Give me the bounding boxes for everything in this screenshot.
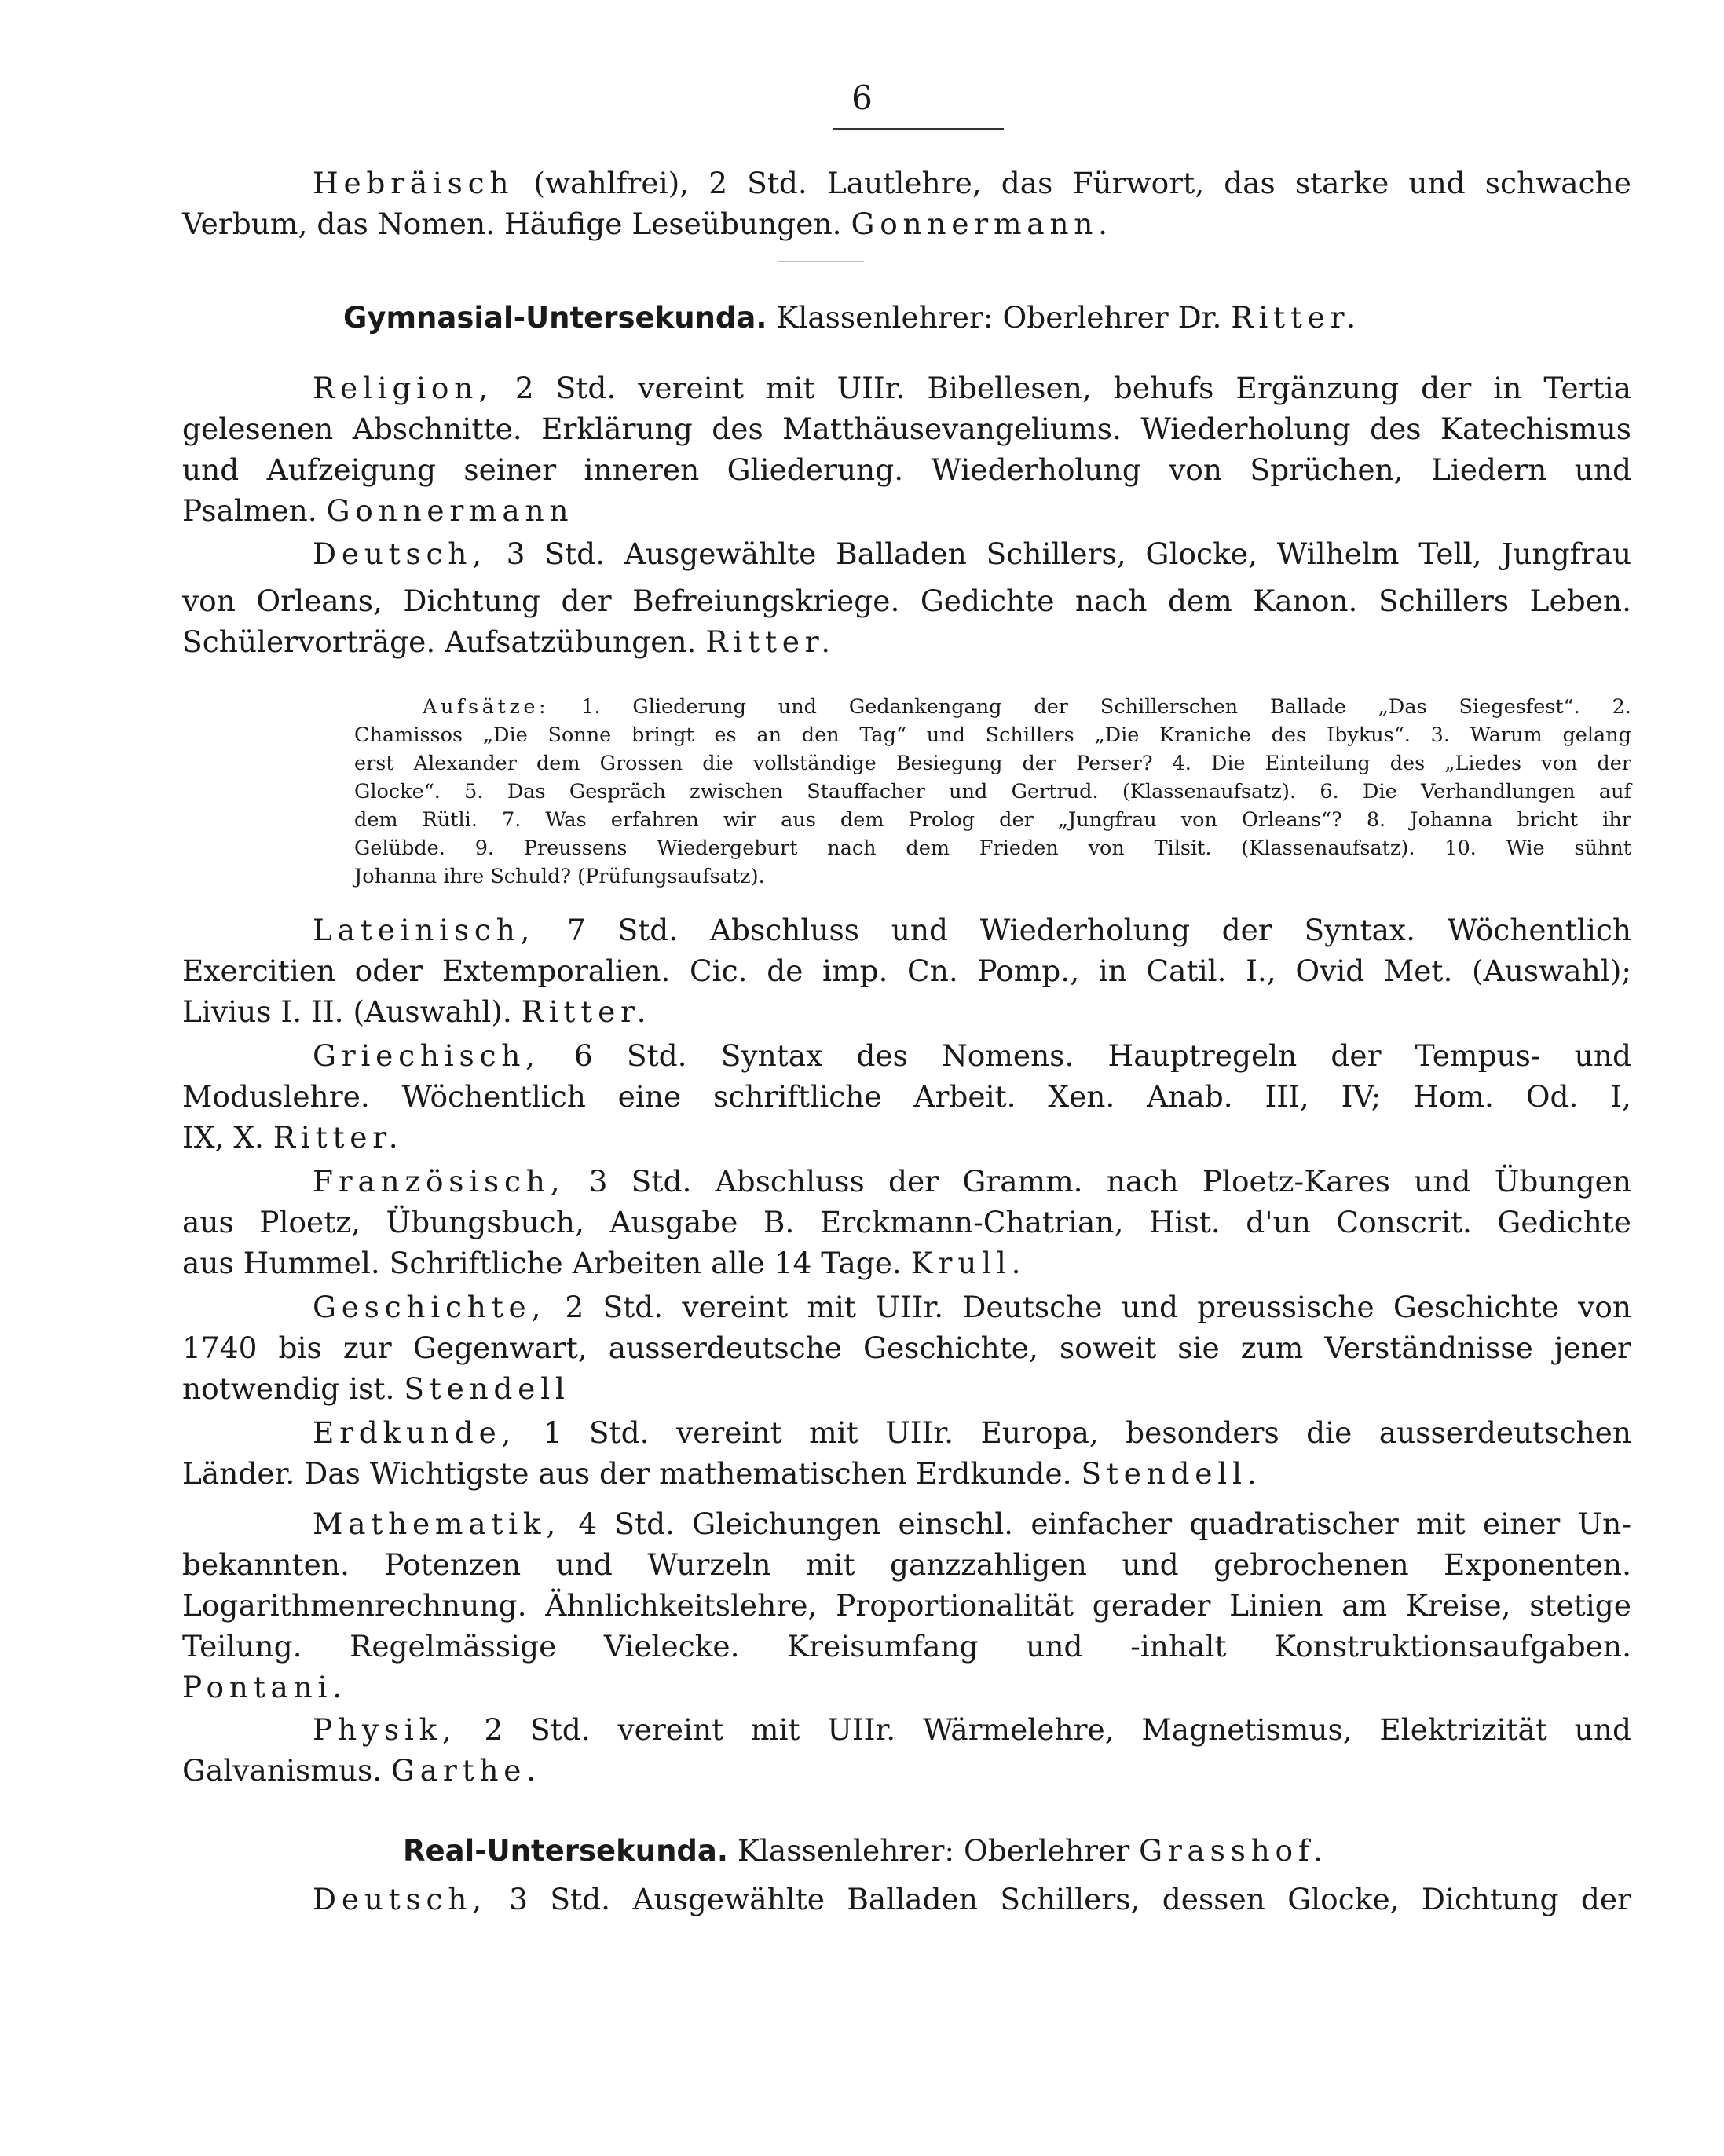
section-heading-real: Real-Untersekunda. Klassenlehrer: Oberlehrer Grasshof. [403,1833,1328,1868]
section-divider [778,261,864,262]
aufsaetze-line-7: Johanna ihre Schuld? (Prüfungsaufsatz). [354,865,765,888]
mathematik-line-4: Teilung. Regelmässige Vielecke. Kreisumfang und -inhalt Konstruktionsaufgaben. [182,1629,1631,1664]
religion-line-2: gelesenen Abschnitte. Erklärung des Matthäusevangeliums. Wiederholung des Katechismus [182,412,1631,446]
latein-line-1: Lateinisch, 7 Std. Abschluss und Wiederholung der Syntax. Wöchentlich [313,913,1631,947]
franz-line-1: Französisch, 3 Std. Abschluss der Gramm. nach Ploetz-Kares und Übungen [313,1164,1631,1199]
geschichte-line-1: Geschichte, 2 Std. vereint mit UIIr. Deutsche und preussische Geschichte von [313,1290,1631,1324]
aufsaetze-line-2: Chamissos „Die Sonne bringt es an den Tag“ und Schillers „Die Kraniche des Ibykus“. 3. Warum gelang [354,723,1631,747]
religion-line-3: und Aufzeigung seiner inneren Gliederung. Wiederholung von Sprüchen, Liedern und [182,452,1631,487]
hebr-line-1: Hebräisch (wahlfrei), 2 Std. Lautlehre, das Fürwort, das starke und schwache [313,166,1631,200]
griechisch-line-2: Moduslehre. Wöchentlich eine schriftliche Arbeit. Xen. Anab. III, IV; Hom. Od. I, [182,1079,1631,1114]
latein-line-2: Exercitien oder Extemporalien. Cic. de imp. Cn. Pomp., in Catil. I., Ovid Met. (Auswahl); [182,954,1631,988]
religion-line-4: Psalmen. Gonnermann [182,493,574,528]
mathematik-line-3: Logarithmenrechnung. Ähnlichkeitslehre, Proportionalität gerader Linien am Kreise, stetige [182,1588,1631,1623]
geschichte-line-3: notwendig ist. Stendell [182,1371,570,1406]
erdkunde-line-1: Erdkunde, 1 Std. vereint mit UIIr. Europa, besonders die ausserdeutschen [313,1415,1631,1450]
deutsch-line-1: Deutsch, 3 Std. Ausgewählte Balladen Schillers, Glocke, Wilhelm Tell, Jungfrau [313,536,1631,571]
erdkunde-line-2: Länder. Das Wichtigste aus der mathematischen Erdkunde. Stendell. [182,1456,1262,1491]
section-heading-gymnasial: Gymnasial-Untersekunda. Klassenlehrer: Oberlehrer Dr. Ritter. [343,300,1361,335]
aufsaetze-line-6: Gelübde. 9. Preussens Wiedergeburt nach dem Frieden von Tilsit. (Klassenaufsatz). 10. Wie sühnt [354,836,1631,860]
real-deutsch-line-1: Deutsch, 3 Std. Ausgewählte Balladen Schillers, dessen Glocke, Dichtung der [313,1882,1631,1916]
franz-line-3: aus Hummel. Schriftliche Arbeiten alle 14 Tage. Krull. [182,1246,1027,1280]
griechisch-line-1: Griechisch, 6 Std. Syntax des Nomens. Hauptregeln der Tempus- und [313,1038,1631,1073]
religion-line-1: Religion, 2 Std. vereint mit UIIr. Bibellesen, behufs Ergänzung der in Tertia [313,371,1631,405]
franz-line-2: aus Ploetz, Übungsbuch, Ausgabe B. Erckmann-Chatrian, Hist. d'un Conscrit. Gedichte [182,1205,1631,1239]
physik-line-1: Physik, 2 Std. vereint mit UIIr. Wärmelehre, Magnetismus, Elektrizität und [313,1712,1631,1747]
page-number: 6 [851,79,873,117]
aufsaetze-line-5: dem Rütli. 7. Was erfahren wir aus dem Prolog der „Jungfrau von Orleans“? 8. Johanna bricht ihr [354,808,1631,832]
header-rule [833,128,1004,130]
aufsaetze-line-1: Aufsätze: 1. Gliederung und Gedankengang der Schillerschen Ballade „Das Siegesfest“. 2. [423,695,1631,719]
mathematik-line-1: Mathematik, 4 Std. Gleichungen einschl. einfacher quadratischer mit einer Un- [313,1506,1631,1541]
latein-line-3: Livius I. II. (Auswahl). Ritter. [182,994,652,1029]
mathematik-line-5: Pontani. [182,1670,347,1704]
aufsaetze-line-4: Glocke“. 5. Das Gespräch zwischen Stauffacher und Gertrud. (Klassenaufsatz). 6. Die Verhandlungen auf [354,780,1631,803]
deutsch-line-2: von Orleans, Dichtung der Befreiungskriege. Gedichte nach dem Kanon. Schillers Leben. [182,584,1631,618]
deutsch-line-3: Schülervorträge. Aufsatzübungen. Ritter. [182,624,836,659]
physik-line-2: Galvanismus. Garthe. [182,1753,541,1788]
griechisch-line-3: IX, X. Ritter. [182,1120,404,1155]
hebr-line-2: Verbum, das Nomen. Häufige Leseübungen. Gonnermann. [182,207,1113,241]
geschichte-line-2: 1740 bis zur Gegenwart, ausserdeutsche Geschichte, soweit sie zum Verständnisse jener [182,1331,1631,1365]
mathematik-line-2: bekannten. Potenzen und Wurzeln mit ganzzahligen und gebrochenen Exponenten. [182,1547,1631,1582]
aufsaetze-line-3: erst Alexander dem Grossen die vollständige Besiegung der Perser? 4. Die Einteilung des „Liedes von der [354,752,1631,775]
